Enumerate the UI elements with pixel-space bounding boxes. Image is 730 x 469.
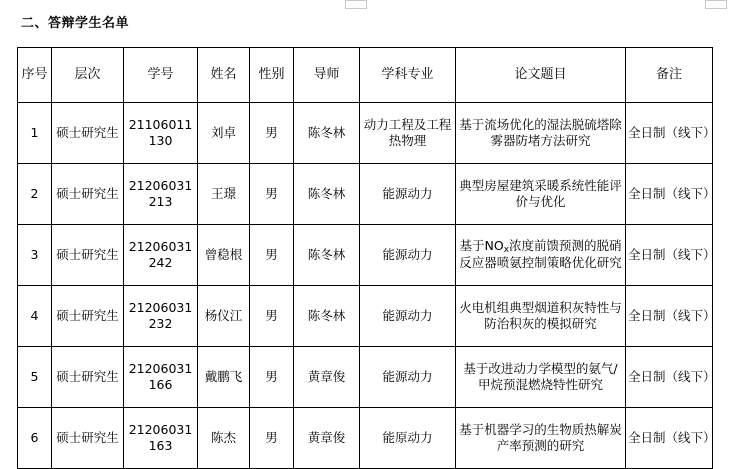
cell-level: 硕士研究生 xyxy=(52,347,124,408)
table-row xyxy=(18,286,713,347)
cell-name: 曾稳根 xyxy=(198,225,250,286)
cell-seq: 3 xyxy=(18,225,52,286)
cell-level: 硕士研究生 xyxy=(52,408,124,469)
cell-supervisor: 陈冬林 xyxy=(294,225,360,286)
defense-student-roster-table xyxy=(17,47,716,469)
cell-student-id: 21206031242 xyxy=(124,225,198,286)
page-break-marker-left xyxy=(345,0,367,9)
cell-sex: 男 xyxy=(250,286,294,347)
column-header-student-id: 学号 xyxy=(124,48,198,103)
cell-level: 硕士研究生 xyxy=(52,103,124,164)
cell-thesis-title xyxy=(456,225,626,286)
cell-seq: 2 xyxy=(18,164,52,225)
column-header-supervisor: 导师 xyxy=(294,48,360,103)
cell-student-id: 21206031163 xyxy=(124,408,198,469)
thesis-title-formula-base: NO xyxy=(484,238,504,254)
thesis-title-prefix: 基于 xyxy=(459,238,485,254)
cell-major: 动力工程及工程热物理 xyxy=(360,103,456,164)
cell-name: 王璟 xyxy=(198,164,250,225)
cell-thesis-title: 基于机器学习的生物质热解炭产率预测的研究 xyxy=(456,408,626,469)
cell-sex: 男 xyxy=(250,225,294,286)
cell-sex: 男 xyxy=(250,103,294,164)
cell-note: 全日制（线下） xyxy=(626,103,713,164)
cell-supervisor: 黄章俊 xyxy=(294,408,360,469)
cell-major: 能源动力 xyxy=(360,347,456,408)
table-row xyxy=(18,347,713,408)
cell-level: 硕士研究生 xyxy=(52,164,124,225)
cell-major: 能原动力 xyxy=(360,408,456,469)
table-row xyxy=(18,164,713,225)
column-header-sex: 性别 xyxy=(250,48,294,103)
cell-note: 全日制（线下） xyxy=(626,408,713,469)
roster-table-container xyxy=(17,47,716,469)
column-header-seq: 序号 xyxy=(18,48,52,103)
cell-thesis-title: 火电机组典型烟道积灰特性与防治积灰的模拟研究 xyxy=(456,286,626,347)
column-header-major: 学科专业 xyxy=(360,48,456,103)
cell-seq: 1 xyxy=(18,103,52,164)
page-top-strip xyxy=(0,0,730,10)
cell-major: 能源动力 xyxy=(360,225,456,286)
cell-seq: 6 xyxy=(18,408,52,469)
cell-supervisor: 陈冬林 xyxy=(294,286,360,347)
cell-student-id: 21206031232 xyxy=(124,286,198,347)
table-header-row xyxy=(18,48,713,103)
cell-major: 能源动力 xyxy=(360,164,456,225)
cell-level: 硕士研究生 xyxy=(52,286,124,347)
cell-thesis-title: 基于流场优化的湿法脱硫塔除雾器防堵方法研究 xyxy=(456,103,626,164)
cell-note: 全日制（线下） xyxy=(626,164,713,225)
cell-sex: 男 xyxy=(250,408,294,469)
cell-seq: 4 xyxy=(18,286,52,347)
column-header-thesis-title: 论文题目 xyxy=(456,48,626,103)
cell-student-id: 21206031213 xyxy=(124,164,198,225)
table-row xyxy=(18,103,713,164)
cell-name: 陈杰 xyxy=(198,408,250,469)
thesis-title-suffix: 浓度前馈预测的脱硝反应器喷氨控制策略优化研究 xyxy=(459,238,622,271)
cell-sex: 男 xyxy=(250,347,294,408)
table-row xyxy=(18,225,713,286)
column-header-note: 备注 xyxy=(626,48,713,103)
cell-major: 能源动力 xyxy=(360,286,456,347)
cell-level: 硕士研究生 xyxy=(52,225,124,286)
page-break-marker-right xyxy=(705,0,727,9)
section-title: 二、答辩学生名单 xyxy=(21,16,130,31)
cell-name: 杨仪江 xyxy=(198,286,250,347)
cell-thesis-title: 典型房屋建筑采暖系统性能评价与优化 xyxy=(456,164,626,225)
cell-supervisor: 陈冬林 xyxy=(294,103,360,164)
cell-student-id: 21206031166 xyxy=(124,347,198,408)
cell-sex: 男 xyxy=(250,164,294,225)
cell-student-id: 21106011130 xyxy=(124,103,198,164)
cell-thesis-title: 基于改进动力学模型的氨气/甲烷预混燃烧特性研究 xyxy=(456,347,626,408)
column-header-level: 层次 xyxy=(52,48,124,103)
cell-name: 刘卓 xyxy=(198,103,250,164)
thesis-title-formula-subscript: x xyxy=(503,245,510,256)
cell-supervisor: 黄章俊 xyxy=(294,347,360,408)
cell-supervisor: 陈冬林 xyxy=(294,164,360,225)
cell-name: 戴鹏飞 xyxy=(198,347,250,408)
table-row xyxy=(18,408,713,469)
cell-note: 全日制（线下） xyxy=(626,225,713,286)
column-header-name: 姓名 xyxy=(198,48,250,103)
cell-seq: 5 xyxy=(18,347,52,408)
cell-note: 全日制（线下） xyxy=(626,347,713,408)
cell-note: 全日制（线下） xyxy=(626,286,713,347)
